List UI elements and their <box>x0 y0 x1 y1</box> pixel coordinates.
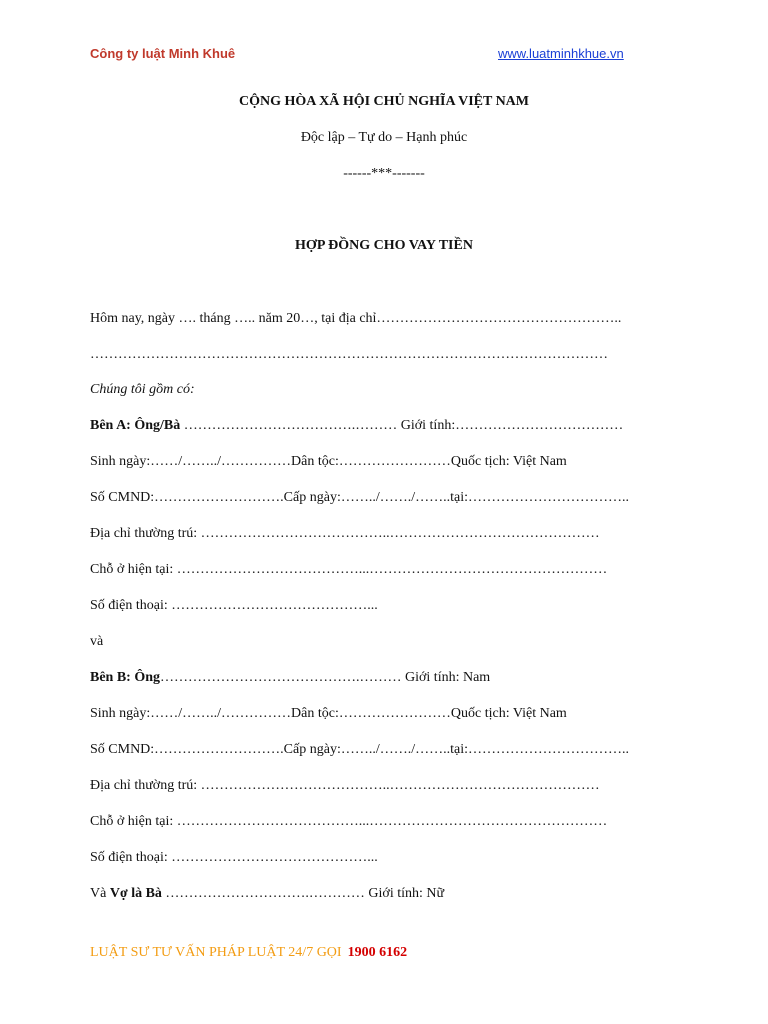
party-b-birth: Sinh ngày:……/……../……………Dân tộc:……………………Quốc tịch: Việt Nam <box>90 706 567 721</box>
party-b-current: Chỗ ở hiện tại: …………………………………...…………………………………………… <box>90 814 608 829</box>
spouse-label: Vợ là Bà <box>109 886 162 901</box>
company-name: Công ty luật Minh Khuê <box>90 46 236 61</box>
document-title: HỢP ĐỒNG CHO VAY TIỀN <box>295 238 473 253</box>
party-a-label: Bên A: Ông/Bà <box>90 418 181 433</box>
separator: ------***------- <box>343 166 425 181</box>
intro-line-2: ………………………………………………………………………………………………… <box>90 347 608 362</box>
party-a-phone: Số điện thoại: ……………………………………... <box>90 598 378 613</box>
party-b-name-row <box>90 670 490 686</box>
party-a-address: Địa chỉ thường trú: …………………………………..……………………………………… <box>90 526 600 541</box>
footer-text: LUẬT SƯ TƯ VẤN PHÁP LUẬT 24/7 GỌI <box>90 945 342 960</box>
spouse-row <box>90 886 444 902</box>
party-b-label: Bên B: Ông <box>90 670 161 685</box>
party-a-current: Chỗ ở hiện tại: …………………………………...…………………………………………… <box>90 562 608 577</box>
party-a-name-dots: ……………………………….……… Giới tính:……………………………… <box>180 418 624 433</box>
spouse-dots: ………………………….………… Giới tính: Nữ <box>161 886 445 901</box>
parties-intro: Chúng tôi gồm có: <box>90 382 195 397</box>
party-b-phone: Số điện thoại: ……………………………………... <box>90 850 378 865</box>
spouse-prefix: Và <box>90 886 110 901</box>
footer-hotline <box>90 945 407 961</box>
nation-motto: Độc lập – Tự do – Hạnh phúc <box>300 130 468 145</box>
intro-line-1: Hôm nay, ngày …. tháng ….. năm 20…, tại địa chỉ…………………………………………….. <box>90 311 622 326</box>
website-link[interactable]: www.luatminhkhue.vn <box>498 46 624 61</box>
nation-title: CỘNG HÒA XÃ HỘI CHỦ NGHĨA VIỆT NAM <box>238 94 529 109</box>
party-b-address: Địa chỉ thường trú: …………………………………..……………………………………… <box>90 778 600 793</box>
party-b-name-dots: …………………………………….……… Giới tính: Nam <box>160 670 491 685</box>
party-a-id: Số CMND:……………………….Cấp ngày:……../……./……..tại:…………………………….. <box>90 490 629 505</box>
party-a-birth: Sinh ngày:……/……../……………Dân tộc:……………………Quốc tịch: Việt Nam <box>90 454 567 469</box>
conjunction: và <box>90 634 104 649</box>
party-a-name-row <box>90 418 623 434</box>
party-b-id: Số CMND:……………………….Cấp ngày:……../……./……..tại:…………………………….. <box>90 742 629 757</box>
footer-phone[interactable]: 1900 6162 <box>347 945 408 960</box>
